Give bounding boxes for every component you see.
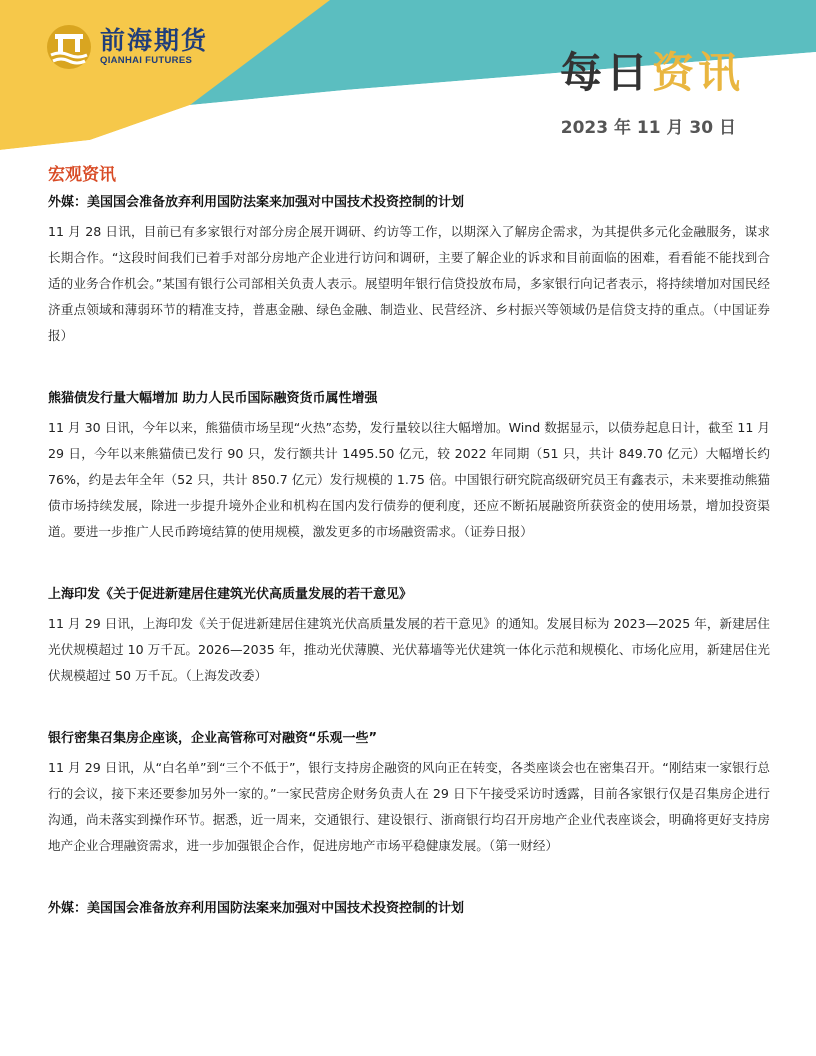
article-body: 11 月 28 日讯，目前已有多家银行对部分房企展开调研、约访等工作，以期深入了解房企需求，为其提供多元化金融服务，谋求长期合作。“这段时间我们已着手对部分房地产企业进行访问和调研，主要了解企业的诉求和目前面临的困难，看看能不能找到合适的业务合作机会。”某国有银行公司部相关负责人表示。展望明年银行信贷投放布局，多家银行向记者表示，将持续增加对国民经济重点领域和薄弱环节的精准支持，普惠金融、绿色金融、制造业、民营经济、乡村振兴等领域仍是信贷支持的重点。（中国证券报）: [48, 224, 770, 343]
article-item: [48, 729, 770, 859]
article-item: [48, 193, 770, 349]
page-title: [560, 47, 744, 99]
article-title: 银行密集召集房企座谈，企业高管称可对融资“乐观一些”: [48, 731, 378, 746]
article-title: 熊猫债发行量大幅增加 助力人民币国际融资货币属性增强: [48, 391, 378, 406]
company-logo: [46, 24, 208, 70]
article-body: 11 月 30 日讯，今年以来，熊猫债市场呈现“火热”态势，发行量较以往大幅增加。Wind 数据显示，以债券起息日计，截至 11 月 29 日，今年以来熊猫债已发行 90 只，发行额共计 1495.50 亿元，较 2022 年同期（51 只，共计 849.70 亿元）大幅增长约 76%，约是去年全年（52 只，共计 850.7 亿元）发行规模的 1.75 倍。中国银行研究院高级研究员王有鑫表示，未来要推动熊猫债市场持续发展，除进一步提升境外企业和机构在国内发行债券的便利度，还应不断拓展融资所获资金的使用场景，增加投资渠道。要进一步推广人民币跨境结算的使用规模，激发更多的市场融资需求。（证券日报）: [48, 420, 770, 539]
article-item: [48, 389, 770, 545]
article-title: 外媒：美国国会准备放弃利用国防法案来加强对中国技术投资控制的计划: [48, 195, 465, 210]
article-body: 11 月 29 日讯，从“白名单”到“三个不低于”，银行支持房企融资的风向正在转变，各类座谈会也在密集召开。“刚结束一家银行总行的会议，接下来还要参加另外一家的。”一家民营房企财务负责人在 29 日下午接受采访时透露，目前各家银行仅是召集房企进行沟通，尚未落实到操作环节。据悉，近一周来，交通银行、建设银行、浙商银行均召开房地产企业代表座谈会，明确将更好支持房地产企业合理融资需求，进一步加强银企合作，促进房地产市场平稳健康发展。（第一财经）: [48, 760, 770, 853]
article-item: [48, 899, 770, 919]
article-body: 11 月 29 日讯，上海印发《关于促进新建居住建筑光伏高质量发展的若干意见》的通知。发展目标为 2023—2025 年，新建居住光伏规模超过 10 万千瓦。2026—2035 年，推动光伏薄膜、光伏幕墙等光伏建筑一体化示范和规模化、市场化应用，新建居住光伏规模超过 50 万千瓦。（上海发改委）: [48, 616, 770, 683]
article-title: 上海印发《关于促进新建居住建筑光伏高质量发展的若干意见》: [48, 587, 413, 602]
qianhai-logo-icon: [46, 24, 92, 70]
article-item: [48, 585, 770, 689]
section-title: 宏观资讯: [48, 165, 116, 185]
page-title-part1: 每日: [559, 48, 652, 97]
article-list: [48, 193, 770, 959]
article-title: 外媒：美国国会准备放弃利用国防法案来加强对中国技术投资控制的计划: [48, 901, 465, 916]
page-title-part2: 资讯: [651, 48, 744, 97]
report-date: 2023 年 11 月 30 日: [560, 118, 736, 138]
logo-chinese-name: 前海期货: [100, 26, 209, 55]
logo-english-name: QIANHAI FUTURES: [100, 55, 193, 66]
